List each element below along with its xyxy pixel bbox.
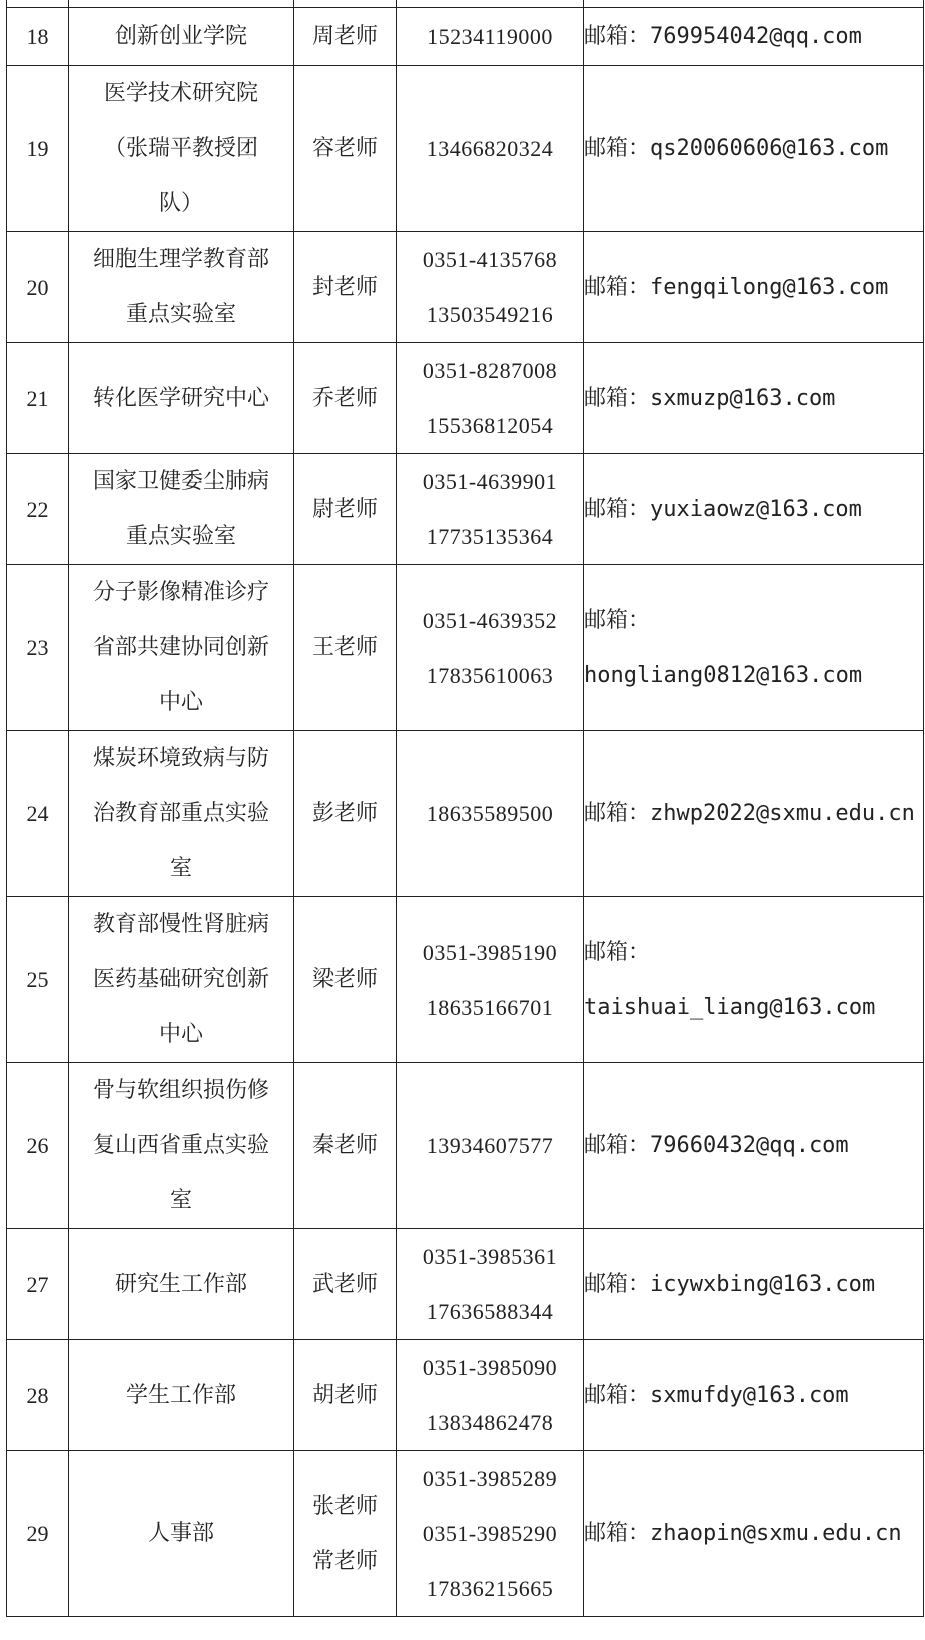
cell-email xyxy=(584,232,924,343)
cell-phone xyxy=(397,232,584,343)
cell-unit-line: 转化医学研究中心 xyxy=(92,385,269,411)
cell-email-line: 邮箱：sxmuzp@163.com xyxy=(584,385,836,411)
cell-phone-line: 13934607577 xyxy=(426,1133,554,1158)
cell-teacher xyxy=(294,66,397,232)
table-row-partial xyxy=(7,0,924,8)
table-row xyxy=(7,343,924,454)
cell-phone-line: 18635589500 xyxy=(426,801,554,826)
cell-phone-line: 13466820324 xyxy=(426,136,554,161)
cell-number-text: 18 xyxy=(26,24,49,49)
cell-phone xyxy=(397,0,584,8)
cell-phone-line: 17636588344 xyxy=(426,1299,554,1324)
cell-phone xyxy=(397,731,584,897)
cell-number-text: 22 xyxy=(26,496,49,522)
cell-email-line: 邮箱： xyxy=(584,939,651,965)
cell-number xyxy=(7,1340,69,1451)
cell-email-line: 邮箱：zhwp2022@sxmu.edu.cn xyxy=(584,801,915,826)
cell-teacher-line: 梁老师 xyxy=(311,967,378,992)
cell-email-line: 邮箱：79660432@qq.com xyxy=(584,1133,849,1158)
cell-phone-line: 0351-4639901 xyxy=(422,469,558,494)
cell-phone-line: 13834862478 xyxy=(426,1410,554,1435)
contact-table-body xyxy=(7,0,924,1617)
cell-phone xyxy=(397,565,584,731)
cell-phone-line: 0351-4639352 xyxy=(422,607,558,633)
cell-teacher xyxy=(294,343,397,454)
cell-unit-line: 国家卫健委尘肺病 xyxy=(92,469,269,494)
cell-teacher xyxy=(294,1229,397,1340)
cell-teacher-line: 周老师 xyxy=(311,24,378,49)
cell-teacher xyxy=(294,454,397,565)
cell-teacher-line: 胡老师 xyxy=(311,1382,378,1408)
cell-email-line: 邮箱：qs20060606@163.com xyxy=(584,136,889,161)
cell-teacher xyxy=(294,565,397,731)
cell-unit-line: 研究生工作部 xyxy=(114,1271,247,1297)
cell-email xyxy=(584,1063,924,1229)
cell-teacher-line: 武老师 xyxy=(311,1271,378,1297)
contact-table xyxy=(6,0,924,1617)
cell-phone-line: 17835610063 xyxy=(426,662,554,688)
cell-teacher xyxy=(294,8,397,66)
cell-email-line: 邮箱：769954042@qq.com xyxy=(584,24,862,49)
cell-email-line: 邮箱：sxmufdy@163.com xyxy=(584,1382,849,1408)
cell-unit-line: 医药基础研究创新 xyxy=(92,967,269,992)
cell-email xyxy=(584,1451,924,1617)
table-row xyxy=(7,565,924,731)
cell-unit-line: 教育部慢性肾脏病 xyxy=(92,912,269,937)
cell-unit-line: 创新创业学院 xyxy=(114,24,247,49)
cell-number-text: 29 xyxy=(26,1521,49,1546)
cell-unit xyxy=(69,66,294,232)
table-row xyxy=(7,731,924,897)
cell-teacher-line: 张老师 xyxy=(311,1493,378,1519)
cell-email xyxy=(584,897,924,1063)
cell-number-text: 25 xyxy=(26,967,49,992)
cell-teacher xyxy=(294,1451,397,1617)
cell-teacher xyxy=(294,1340,397,1451)
cell-unit-line: 室 xyxy=(169,1188,192,1213)
cell-phone xyxy=(397,1063,584,1229)
cell-teacher-line: 秦老师 xyxy=(311,1133,378,1158)
cell-phone xyxy=(397,1451,584,1617)
cell-number xyxy=(7,343,69,454)
cell-phone-line: 0351-8287008 xyxy=(422,358,558,383)
table-row xyxy=(7,1063,924,1229)
cell-unit-line: 细胞生理学教育部 xyxy=(92,247,269,272)
cell-unit xyxy=(69,1340,294,1451)
table-row xyxy=(7,897,924,1063)
cell-unit-line: 重点实验室 xyxy=(125,524,236,549)
cell-phone-line: 0351-4135768 xyxy=(422,247,558,272)
cell-teacher xyxy=(294,731,397,897)
table-row xyxy=(7,232,924,343)
cell-unit xyxy=(69,454,294,565)
cell-email-line: taishuai_liang@163.com xyxy=(584,994,876,1020)
cell-unit-line: 复山西省重点实验 xyxy=(92,1133,269,1158)
cell-phone xyxy=(397,1340,584,1451)
cell-number-text: 19 xyxy=(26,136,49,161)
cell-number xyxy=(7,731,69,897)
cell-teacher xyxy=(294,232,397,343)
cell-unit-line: 重点实验室 xyxy=(125,302,236,327)
cell-unit-line: 人事部 xyxy=(147,1521,214,1546)
cell-unit xyxy=(69,0,294,8)
cell-teacher-line: 王老师 xyxy=(311,635,378,660)
cell-email xyxy=(584,0,924,8)
cell-phone xyxy=(397,8,584,66)
cell-phone xyxy=(397,454,584,565)
cell-number-text: 24 xyxy=(26,801,49,826)
cell-email-line: hongliang0812@163.com xyxy=(584,662,863,688)
cell-number xyxy=(7,1451,69,1617)
cell-unit xyxy=(69,1229,294,1340)
cell-number-text: 27 xyxy=(26,1271,49,1297)
cell-number xyxy=(7,8,69,66)
cell-email xyxy=(584,454,924,565)
cell-number xyxy=(7,1229,69,1340)
cell-number xyxy=(7,232,69,343)
cell-email xyxy=(584,731,924,897)
cell-email-line: 邮箱：yuxiaowz@163.com xyxy=(584,496,862,522)
cell-teacher xyxy=(294,1063,397,1229)
cell-teacher xyxy=(294,0,397,8)
cell-unit-line: 室 xyxy=(169,856,192,881)
cell-number-text: 28 xyxy=(26,1382,49,1408)
cell-email xyxy=(584,8,924,66)
cell-email xyxy=(584,1340,924,1451)
table-row xyxy=(7,66,924,232)
cell-teacher-line: 彭老师 xyxy=(311,801,378,826)
cell-unit-line: 队） xyxy=(158,191,203,216)
cell-phone-line: 18635166701 xyxy=(426,994,554,1020)
cell-number xyxy=(7,66,69,232)
cell-unit-line: 煤炭环境致病与防 xyxy=(92,746,269,771)
cell-email xyxy=(584,565,924,731)
cell-unit-line: 学生工作部 xyxy=(125,1382,236,1408)
cell-phone-line: 0351-3985361 xyxy=(422,1244,558,1269)
cell-email-line: 邮箱：zhaopin@sxmu.edu.cn xyxy=(584,1521,902,1546)
cell-phone-line: 0351-3985090 xyxy=(422,1355,558,1380)
cell-unit xyxy=(69,731,294,897)
cell-phone-line: 0351-3985290 xyxy=(422,1521,558,1546)
table-row xyxy=(7,8,924,66)
cell-phone xyxy=(397,343,584,454)
cell-unit-line: 治教育部重点实验 xyxy=(92,801,269,826)
cell-unit xyxy=(69,897,294,1063)
cell-email xyxy=(584,66,924,232)
cell-teacher-line: 封老师 xyxy=(311,274,378,300)
cell-number-text: 26 xyxy=(26,1133,49,1158)
cell-phone-line: 13503549216 xyxy=(426,302,554,327)
cell-email-line: 邮箱： xyxy=(584,607,651,633)
cell-unit-line: 中心 xyxy=(158,1022,203,1047)
cell-phone xyxy=(397,66,584,232)
cell-unit-line: 骨与软组织损伤修 xyxy=(92,1078,269,1103)
cell-phone-line: 17836215665 xyxy=(426,1576,554,1601)
cell-number xyxy=(7,0,69,8)
cell-phone-line: 0351-3985190 xyxy=(422,939,558,965)
cell-unit-line: 中心 xyxy=(158,690,203,715)
cell-email xyxy=(584,343,924,454)
cell-phone-line: 0351-3985289 xyxy=(422,1466,558,1491)
table-row xyxy=(7,1340,924,1451)
cell-number xyxy=(7,454,69,565)
cell-number-text: 23 xyxy=(26,635,49,660)
cell-number xyxy=(7,1063,69,1229)
cell-number-text: 21 xyxy=(26,385,49,411)
cell-unit xyxy=(69,343,294,454)
cell-unit xyxy=(69,232,294,343)
cell-teacher-line: 乔老师 xyxy=(311,385,378,411)
cell-unit xyxy=(69,1063,294,1229)
cell-unit xyxy=(69,565,294,731)
cell-phone-line: 17735135364 xyxy=(426,524,554,549)
table-row xyxy=(7,1451,924,1617)
cell-unit xyxy=(69,8,294,66)
table-row xyxy=(7,454,924,565)
cell-unit-line: 省部共建协同创新 xyxy=(92,635,269,660)
cell-teacher-line: 尉老师 xyxy=(311,496,378,522)
cell-phone-line: 15234119000 xyxy=(427,24,553,49)
cell-teacher-line: 常老师 xyxy=(311,1548,378,1574)
cell-unit-line: 医学技术研究院 xyxy=(103,81,258,106)
cell-teacher xyxy=(294,897,397,1063)
cell-unit-line: （张瑞平教授团 xyxy=(103,136,258,161)
cell-email-line: 邮箱：icywxbing@163.com xyxy=(584,1271,876,1297)
cell-phone-line: 15536812054 xyxy=(426,413,554,438)
cell-email xyxy=(584,1229,924,1340)
cell-email-line: 邮箱：fengqilong@163.com xyxy=(584,274,889,300)
cell-unit-line: 分子影像精准诊疗 xyxy=(92,580,269,605)
cell-number-text: 20 xyxy=(26,274,49,300)
cell-teacher-line: 容老师 xyxy=(311,136,378,161)
cell-phone xyxy=(397,1229,584,1340)
cell-unit xyxy=(69,1451,294,1617)
cell-number xyxy=(7,565,69,731)
table-row xyxy=(7,1229,924,1340)
cell-phone xyxy=(397,897,584,1063)
cell-number xyxy=(7,897,69,1063)
